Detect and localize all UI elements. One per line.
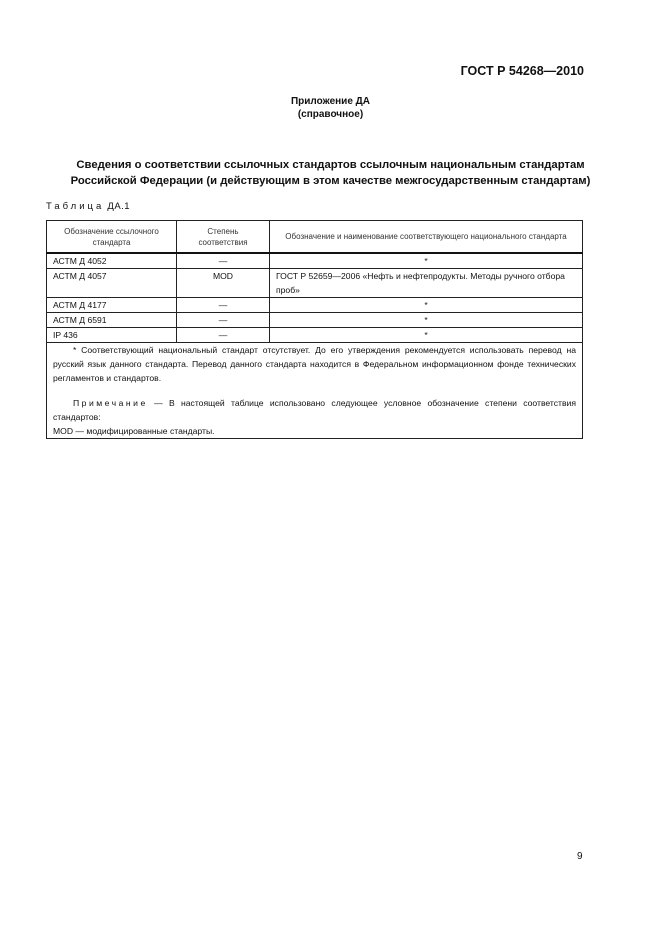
table-row	[47, 269, 583, 298]
note-label: Примечание	[73, 398, 148, 408]
cell-degree: MOD	[177, 269, 270, 298]
table-notes	[47, 343, 583, 439]
table-caption	[46, 201, 130, 212]
table-row	[47, 328, 583, 343]
cell-reference: АСТМ Д 4057	[47, 269, 177, 298]
document-code: ГОСТ Р 54268—2010	[460, 64, 584, 78]
cell-degree: —	[177, 328, 270, 343]
table-header-row	[47, 221, 583, 254]
cell-reference: АСТМ Д 4177	[47, 298, 177, 313]
table-footnote: * Соответствующий национальный стандарт отсутствует. До его утверждения рекомендуется использовать перевод на русский язык данного стандарта. Перевод данного стандарта находится в Федеральном информационном фонде технических регламентов и стандартов.	[53, 345, 576, 383]
cell-reference: IP 436	[47, 328, 177, 343]
cell-national: *	[270, 298, 583, 313]
annex-subtitle: (справочное)	[297, 109, 364, 120]
cell-degree: —	[177, 313, 270, 328]
section-title-line-1: Сведения о соответствии ссылочных стандартов ссылочным национальным стандартам	[76, 159, 585, 171]
cell-reference: АСТМ Д 4052	[47, 253, 177, 269]
table-notes-row	[47, 343, 583, 439]
annex-heading	[0, 95, 661, 121]
column-header-national: Обозначение и наименование соответствующего национального стандарта	[270, 221, 583, 254]
column-header-reference: Обозначение ссылочного стандарта	[47, 221, 177, 254]
page-number: 9	[577, 851, 583, 862]
table-note	[53, 396, 576, 424]
column-header-degree: Степень соответствия	[177, 221, 270, 254]
cell-national: ГОСТ Р 52659—2006 «Нефть и нефтепродукты. Методы ручного отбора проб»	[270, 269, 583, 298]
section-title	[0, 157, 661, 189]
cell-degree: —	[177, 253, 270, 269]
annex-title: Приложение ДА	[290, 96, 371, 107]
table-caption-prefix: Таблица	[46, 201, 105, 212]
note-item: MOD — модифицированные стандарты.	[53, 426, 215, 436]
cell-national: *	[270, 328, 583, 343]
table-row	[47, 298, 583, 313]
cell-degree: —	[177, 298, 270, 313]
correspondence-table	[46, 220, 583, 439]
table-caption-id: ДА.1	[107, 201, 131, 212]
cell-reference: АСТМ Д 6591	[47, 313, 177, 328]
note-text: — В настоящей таблице использовано следующее условное обозначение степени соответствия стандартов:	[53, 398, 576, 422]
section-title-line-2: Российской Федерации (и действующим в этом качестве межгосударственным стандартам)	[70, 175, 591, 187]
cell-national: *	[270, 313, 583, 328]
table-row	[47, 253, 583, 269]
table-row	[47, 313, 583, 328]
cell-national: *	[270, 253, 583, 269]
